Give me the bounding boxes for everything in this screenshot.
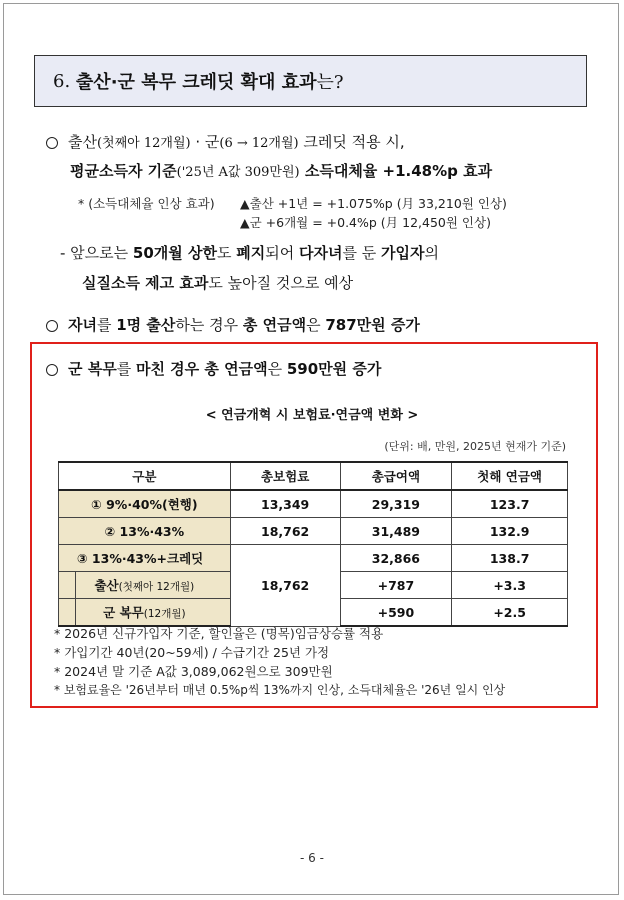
b3-completed: 마친 경우 총 연금액	[135, 360, 268, 378]
cell: 32,866	[340, 545, 452, 572]
b2-text-f: 은	[306, 316, 326, 334]
effect-note-label: * (소득대체율 인상 효과)	[78, 196, 215, 211]
pension-table	[58, 461, 568, 627]
row-label: ③ 13%·43%+크레딧	[59, 545, 231, 572]
sub-label-military: 군 복무	[103, 605, 144, 620]
b3-military: 군 복무	[68, 360, 117, 378]
dash-text-a: - 앞으로는	[60, 244, 133, 262]
dash-text-real-income: 실질소득 제고 효과	[82, 274, 209, 292]
b2-total-pension: 총 연금액	[242, 316, 307, 334]
section-title	[34, 55, 587, 107]
page-number: - 6 -	[300, 851, 324, 865]
cell-merged-premium: 18,762	[230, 545, 340, 627]
b2-increase: 787만원 증가	[325, 316, 420, 334]
text-birth: 출산	[68, 133, 97, 151]
cell: 31,489	[340, 518, 452, 545]
section-number: 6.	[53, 70, 71, 92]
dash-text-expect: 도 높아질 것으로 예상	[208, 274, 354, 292]
header-total-benefit: 총급여액	[340, 462, 452, 490]
row-label	[59, 572, 231, 599]
dash-text-cap: 50개월 상한	[132, 244, 217, 262]
row-label: ② 13%·43%	[59, 518, 231, 545]
bullet1-line2	[70, 160, 492, 181]
bullet1-line1	[46, 131, 405, 152]
text-credit-apply: 크레딧 적용 시,	[298, 133, 405, 151]
table-row	[59, 490, 568, 518]
b2-one-birth: 1명 출산	[116, 316, 176, 334]
footnote: * 보험료율은 '26년부터 매년 0.5%p씩 13%까지 인상, 소득대체율은 '26년 일시 인상	[54, 683, 506, 697]
text-a-value: ('25년 A값 309만원)	[176, 165, 300, 180]
text-birth-detail: (첫째아 12개월)	[96, 136, 191, 151]
b3-increase: 590만원 증가	[286, 360, 382, 378]
b3-text-d: 은	[267, 360, 287, 378]
cell: +3.3	[452, 572, 568, 599]
cell: 123.7	[452, 490, 568, 518]
bullet3	[46, 358, 381, 379]
sub-label-birth: 출산	[94, 578, 119, 593]
dash-text-c: 도	[216, 244, 237, 262]
b2-text-b: 를	[96, 316, 117, 334]
table-row	[59, 545, 568, 572]
dash-text-g: 를 둔	[342, 244, 381, 262]
cell: +2.5	[452, 599, 568, 627]
dash-text-e: 되어	[265, 244, 299, 262]
dash-text-i: 의	[424, 244, 439, 262]
footnote: * 2024년 말 기준 A값 3,089,062원으로 309만원	[54, 664, 333, 679]
row-label	[59, 599, 231, 627]
cell: 138.7	[452, 545, 568, 572]
section-title-bold: 출산·군 복무 크레딧 확대 효과	[75, 72, 317, 93]
cell: 132.9	[452, 518, 568, 545]
text-average-earner: 평균소득자 기준	[70, 162, 177, 180]
cell: 29,319	[340, 490, 452, 518]
b3-text-b: 를	[116, 360, 136, 378]
table-row	[59, 518, 568, 545]
cell: 13,349	[230, 490, 340, 518]
footnote: * 가입기간 40년(20~59세) / 수급기간 25년 가정	[54, 645, 330, 660]
table-header-row	[59, 462, 568, 490]
dash-text-multichild: 다자녀	[298, 244, 343, 262]
table-title: < 연금개혁 시 보험료·연금액 변화 >	[205, 408, 419, 423]
sub-label-birth-detail: (첫째아 12개월)	[118, 581, 195, 593]
circle-bullet-icon	[46, 320, 58, 332]
cell: +590	[340, 599, 452, 627]
dash-text-subscriber: 가입자	[381, 244, 425, 262]
text-military-detail: (6 → 12개월)	[219, 136, 299, 151]
row-label: ① 9%·40%(현행)	[59, 490, 231, 518]
cell: 18,762	[230, 518, 340, 545]
bullet2	[46, 314, 420, 335]
section-title-suffix: 는?	[316, 72, 344, 93]
sub-label-military-detail: (12개월)	[143, 608, 186, 620]
dash-text-abolish: 폐지	[236, 244, 266, 262]
text-replacement-effect: 소득대체율 +1.48%p 효과	[299, 162, 493, 180]
header-first-year-pension: 첫해 연금액	[452, 462, 568, 490]
dash-line1	[60, 242, 439, 263]
b2-child: 자녀	[68, 316, 97, 334]
header-category: 구분	[59, 462, 231, 490]
b2-text-d: 하는 경우	[175, 316, 243, 334]
circle-bullet-icon	[46, 364, 58, 376]
dash-line2	[82, 272, 353, 293]
circle-bullet-icon	[46, 137, 58, 149]
effect-note-row1: ▲출산 +1년 = +1.075%p (月 33,210원 인상)	[240, 196, 507, 211]
text-military: · 군	[190, 133, 220, 151]
header-total-premium: 총보험료	[230, 462, 340, 490]
effect-note-row2: ▲군 +6개월 = +0.4%p (月 12,450원 인상)	[240, 215, 491, 230]
footnote: * 2026년 신규가입자 기준, 할인율은 (명목)임금상승률 적용	[54, 626, 384, 641]
unit-note: (단위: 배, 만원, 2025년 현재가 기준)	[384, 440, 566, 453]
cell: +787	[340, 572, 452, 599]
